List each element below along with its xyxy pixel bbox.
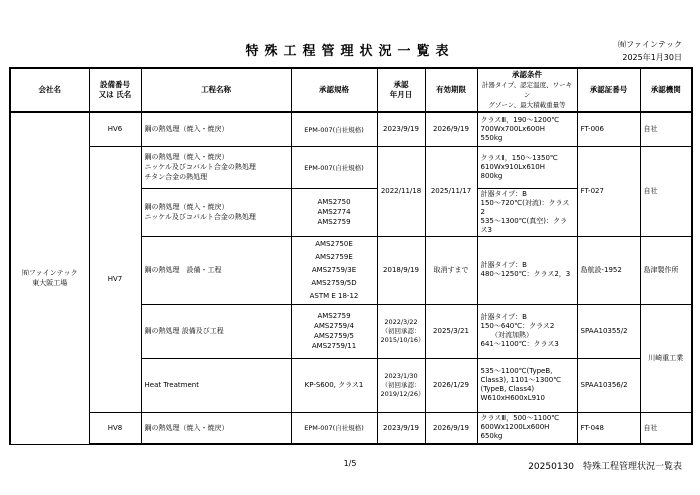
cert-no-cell: FT-006 [577,112,640,146]
conditions-cell: 535～1100℃(TypeB, Class3), 1101～1300℃ (TypeB, Class4) W610xH600xL910 [477,358,577,412]
process-cell: 鋼の熱処理 設備・工程 [141,236,291,304]
validity-cell: 2026/9/19 [425,412,477,444]
document-title: 特殊工程管理状況一覧表 [245,44,455,59]
approval-date-cell: 2018/9/19 [377,236,425,304]
conditions-cell: 計器タイプ：B 150～640℃：クラス2 （対流加熱） 641～1100℃：クラス3 [477,304,577,358]
process-cell: 鋼の熱処理 設備及び工程 [141,304,291,358]
cert-no-cell: SPAA10356/2 [577,358,640,412]
validity-cell: 2025/3/21 [425,304,477,358]
validity-cell: 取消すまで [425,236,477,304]
col-conditions-sub: 計器タイプ、認定温度、ワーキン グゾーン、最大積載重量等 [481,81,573,109]
col-cert-no: 承認証番号 [577,68,640,112]
validity-cell: 2026/1/29 [425,358,477,412]
conditions-cell: 計器タイプ：B 480～1250℃：クラス2，3 [477,236,577,304]
conditions-cell: クラスⅢ，500～1100℃ 600Wx1200Lx600H 650kg [477,412,577,444]
col-conditions-title: 承認条件 [512,70,542,79]
conditions-cell: クラスⅡ，150～1350℃ 610Wx910Lx610H 800kg [477,146,577,188]
approval-date-cell: 2022/3/22 （初回承認： 2015/10/16） [377,304,425,358]
company-name-cell: ㈲ファインテック 東大阪工場 [10,112,89,444]
spec-cell: AMS2759 AMS2759/4 AMS2759/5 AMS2759/11 [291,304,377,358]
process-cell: 鋼の熱処理（焼入・焼戻） [141,412,291,444]
approval-date-cell: 2023/9/19 [377,412,425,444]
document-footer: 20250130 特殊工程管理状況一覧表 [528,462,682,472]
validity-cell: 2026/9/19 [425,112,477,146]
approval-date-cell: 2022/11/18 [377,146,425,236]
table-header-row [10,68,692,112]
approval-date-cell: 2023/1/30 （初回承認： 2019/12/26） [377,358,425,412]
equipment-cell: HV8 [89,412,141,444]
equipment-cell: HV7 [89,146,141,412]
company-header [618,38,682,64]
spec-cell: AMS2750E AMS2759E AMS2759/3E AMS2759/5D ASTM E 18-12 [291,236,377,304]
cert-no-cell: FT-027 [577,146,640,236]
authority-cell: 川崎重工業 [640,304,692,412]
col-spec: 承認規格 [291,68,377,112]
process-cell: 鋼の熱処理（焼入・焼戻） ニッケル及びコバルト合金の熱処理 [141,188,291,236]
spec-cell: EPM-007(自社規格) [291,412,377,444]
process-table [9,67,693,445]
authority-cell: 自社 [640,412,692,444]
company-name: ㈲ファインテック [618,40,682,49]
col-process: 工程名称 [141,68,291,112]
cert-no-cell: FT-048 [577,412,640,444]
spec-cell: EPM-007(自社規格) [291,146,377,188]
authority-cell: 自社 [640,146,692,236]
table-row [10,412,692,444]
conditions-cell: クラスⅢ，190～1200℃ 700Wx700Lx600H 550kg [477,112,577,146]
cert-no-cell: SPAA10355/2 [577,304,640,358]
col-approval-date: 承認 年月日 [377,68,425,112]
process-cell: 鋼の熱処理（焼入・焼戻） [141,112,291,146]
col-conditions [477,68,577,112]
spec-cell: EPM-007(自社規格) [291,112,377,146]
cert-no-cell: 島航設-1952 [577,236,640,304]
authority-cell: 島津製作所 [640,236,692,304]
col-company: 会社名 [10,68,89,112]
col-equipment: 設備番号 又は 氏名 [89,68,141,112]
spec-cell: KP-S600, クラス1 [291,358,377,412]
document-date: 2025年1月30日 [622,53,682,62]
process-cell: Heat Treatment [141,358,291,412]
table-row [10,146,692,188]
col-validity: 有効期限 [425,68,477,112]
page-number: 1/5 [343,459,357,468]
process-cell: 鋼の熱処理（焼入・焼戻） ニッケル及びコバルト合金の熱処理 チタン合金の熱処理 [141,146,291,188]
approval-date-cell: 2023/9/19 [377,112,425,146]
spec-cell: AMS2750 AMS2774 AMS2759 [291,188,377,236]
authority-cell: 自社 [640,112,692,146]
equipment-cell: HV6 [89,112,141,146]
col-authority: 承認機関 [640,68,692,112]
conditions-cell: 計器タイプ：B 150～720℃(対流)：クラス2 535～1300℃(真空)：クラス3 [477,188,577,236]
validity-cell: 2025/11/17 [425,146,477,236]
table-row [10,112,692,146]
